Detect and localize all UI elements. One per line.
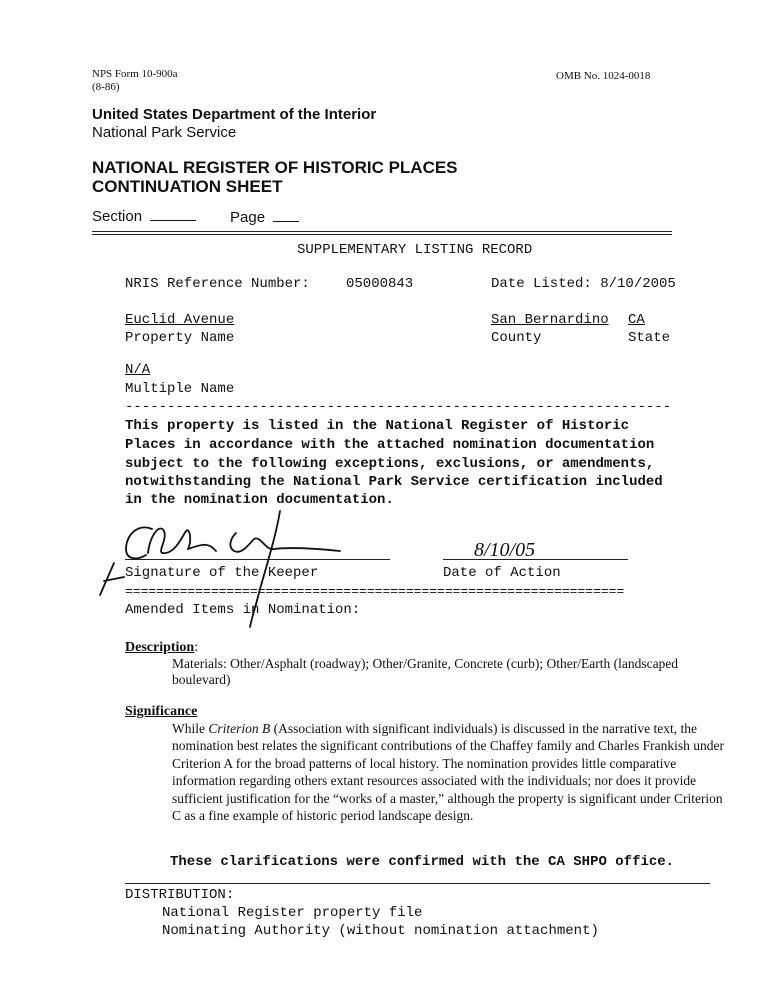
county-value: San Bernardino	[491, 312, 609, 328]
date-of-action-label: Date of Action	[443, 565, 561, 581]
page-blank	[273, 221, 299, 222]
county-label: County	[491, 330, 542, 346]
amended-label: Amended Items in Nomination:	[125, 602, 361, 618]
nris-label: NRIS Reference Number:	[125, 276, 310, 292]
statement-line-5: in the nomination documentation.	[125, 492, 394, 508]
state-label: State	[628, 330, 671, 346]
form-date: (8-86)	[92, 81, 120, 93]
statement-line-1: This property is listed in the National Register of Historic	[125, 418, 630, 434]
description-text: Materials: Other/Asphalt (roadway); Other/Granite, Concrete (curb); Other/Earth (landscaped boulevard)	[172, 656, 679, 687]
form-number: NPS Form 10-900a	[92, 68, 178, 80]
property-name-label: Property Name	[125, 330, 235, 346]
page-label: Page	[230, 209, 266, 226]
section-blank	[150, 220, 196, 221]
statement-line-2: Places in accordance with the attached nomination documentation	[125, 437, 655, 453]
department-name: United States Department of the Interior	[92, 106, 377, 123]
equals-rule: ================================================================	[125, 584, 625, 599]
service-name: National Park Service	[92, 124, 237, 141]
property-name: Euclid Avenue	[125, 312, 235, 328]
significance-text	[172, 720, 724, 824]
distribution-heading: DISTRIBUTION:	[125, 887, 235, 903]
significance-criterion: Criterion B	[208, 721, 271, 736]
section-field	[92, 208, 196, 225]
signature-label: Signature of the Keeper	[125, 565, 319, 581]
multiple-name-label: Multiple Name	[125, 381, 235, 397]
omb-number: OMB No. 1024-0018	[556, 70, 651, 82]
description-heading-text: Description	[125, 640, 195, 655]
date-listed: Date Listed: 8/10/2005	[491, 276, 676, 292]
state-value: CA	[628, 312, 645, 328]
clarification-note: These clarifications were confirmed with the CA SHPO office.	[170, 854, 675, 870]
distribution-item-1: National Register property file	[162, 905, 423, 921]
nris-value: 05000843	[346, 276, 414, 292]
description-heading-colon: :	[194, 640, 199, 655]
date-of-action-value: 8/10/05	[474, 539, 536, 561]
distribution-item-2: Nominating Authority (without nomination attachment)	[162, 923, 599, 939]
date-of-action-handwriting	[470, 534, 570, 564]
significance-pre: While	[172, 721, 209, 736]
significance-post: (Association with significant individuals) is discussed in the narrative text, the nomination best relates the significant contributions of the Chaffey family and Charles Frankish under Criterion A for the broad patterns of local history. The nomination provides little comparative information regarding others extant resources associated with the individuals; nor does it provide sufficient justification for the “works of a master,” although the property is significant under Criterion C as a fine example of historic period landscape design.	[172, 721, 724, 824]
multiple-name: N/A	[125, 362, 151, 378]
distribution-rule	[125, 883, 710, 884]
statement-line-4: notwithstanding the National Park Service certification included	[125, 474, 663, 490]
significance-heading: Significance	[125, 704, 198, 719]
header-rule-bottom	[92, 234, 672, 235]
document-subtitle: CONTINUATION SHEET	[92, 177, 283, 196]
statement-line-3: subject to the following exceptions, exclusions, or amendments,	[125, 456, 655, 472]
record-heading: SUPPLEMENTARY LISTING RECORD	[297, 242, 533, 258]
header-rule-top	[92, 231, 672, 232]
document-title: NATIONAL REGISTER OF HISTORIC PLACES	[92, 158, 458, 177]
description-heading	[125, 640, 198, 656]
dash-rule: -----------------------------------------------------------------	[125, 399, 672, 415]
page-field	[230, 209, 299, 226]
section-label: Section	[92, 208, 143, 225]
